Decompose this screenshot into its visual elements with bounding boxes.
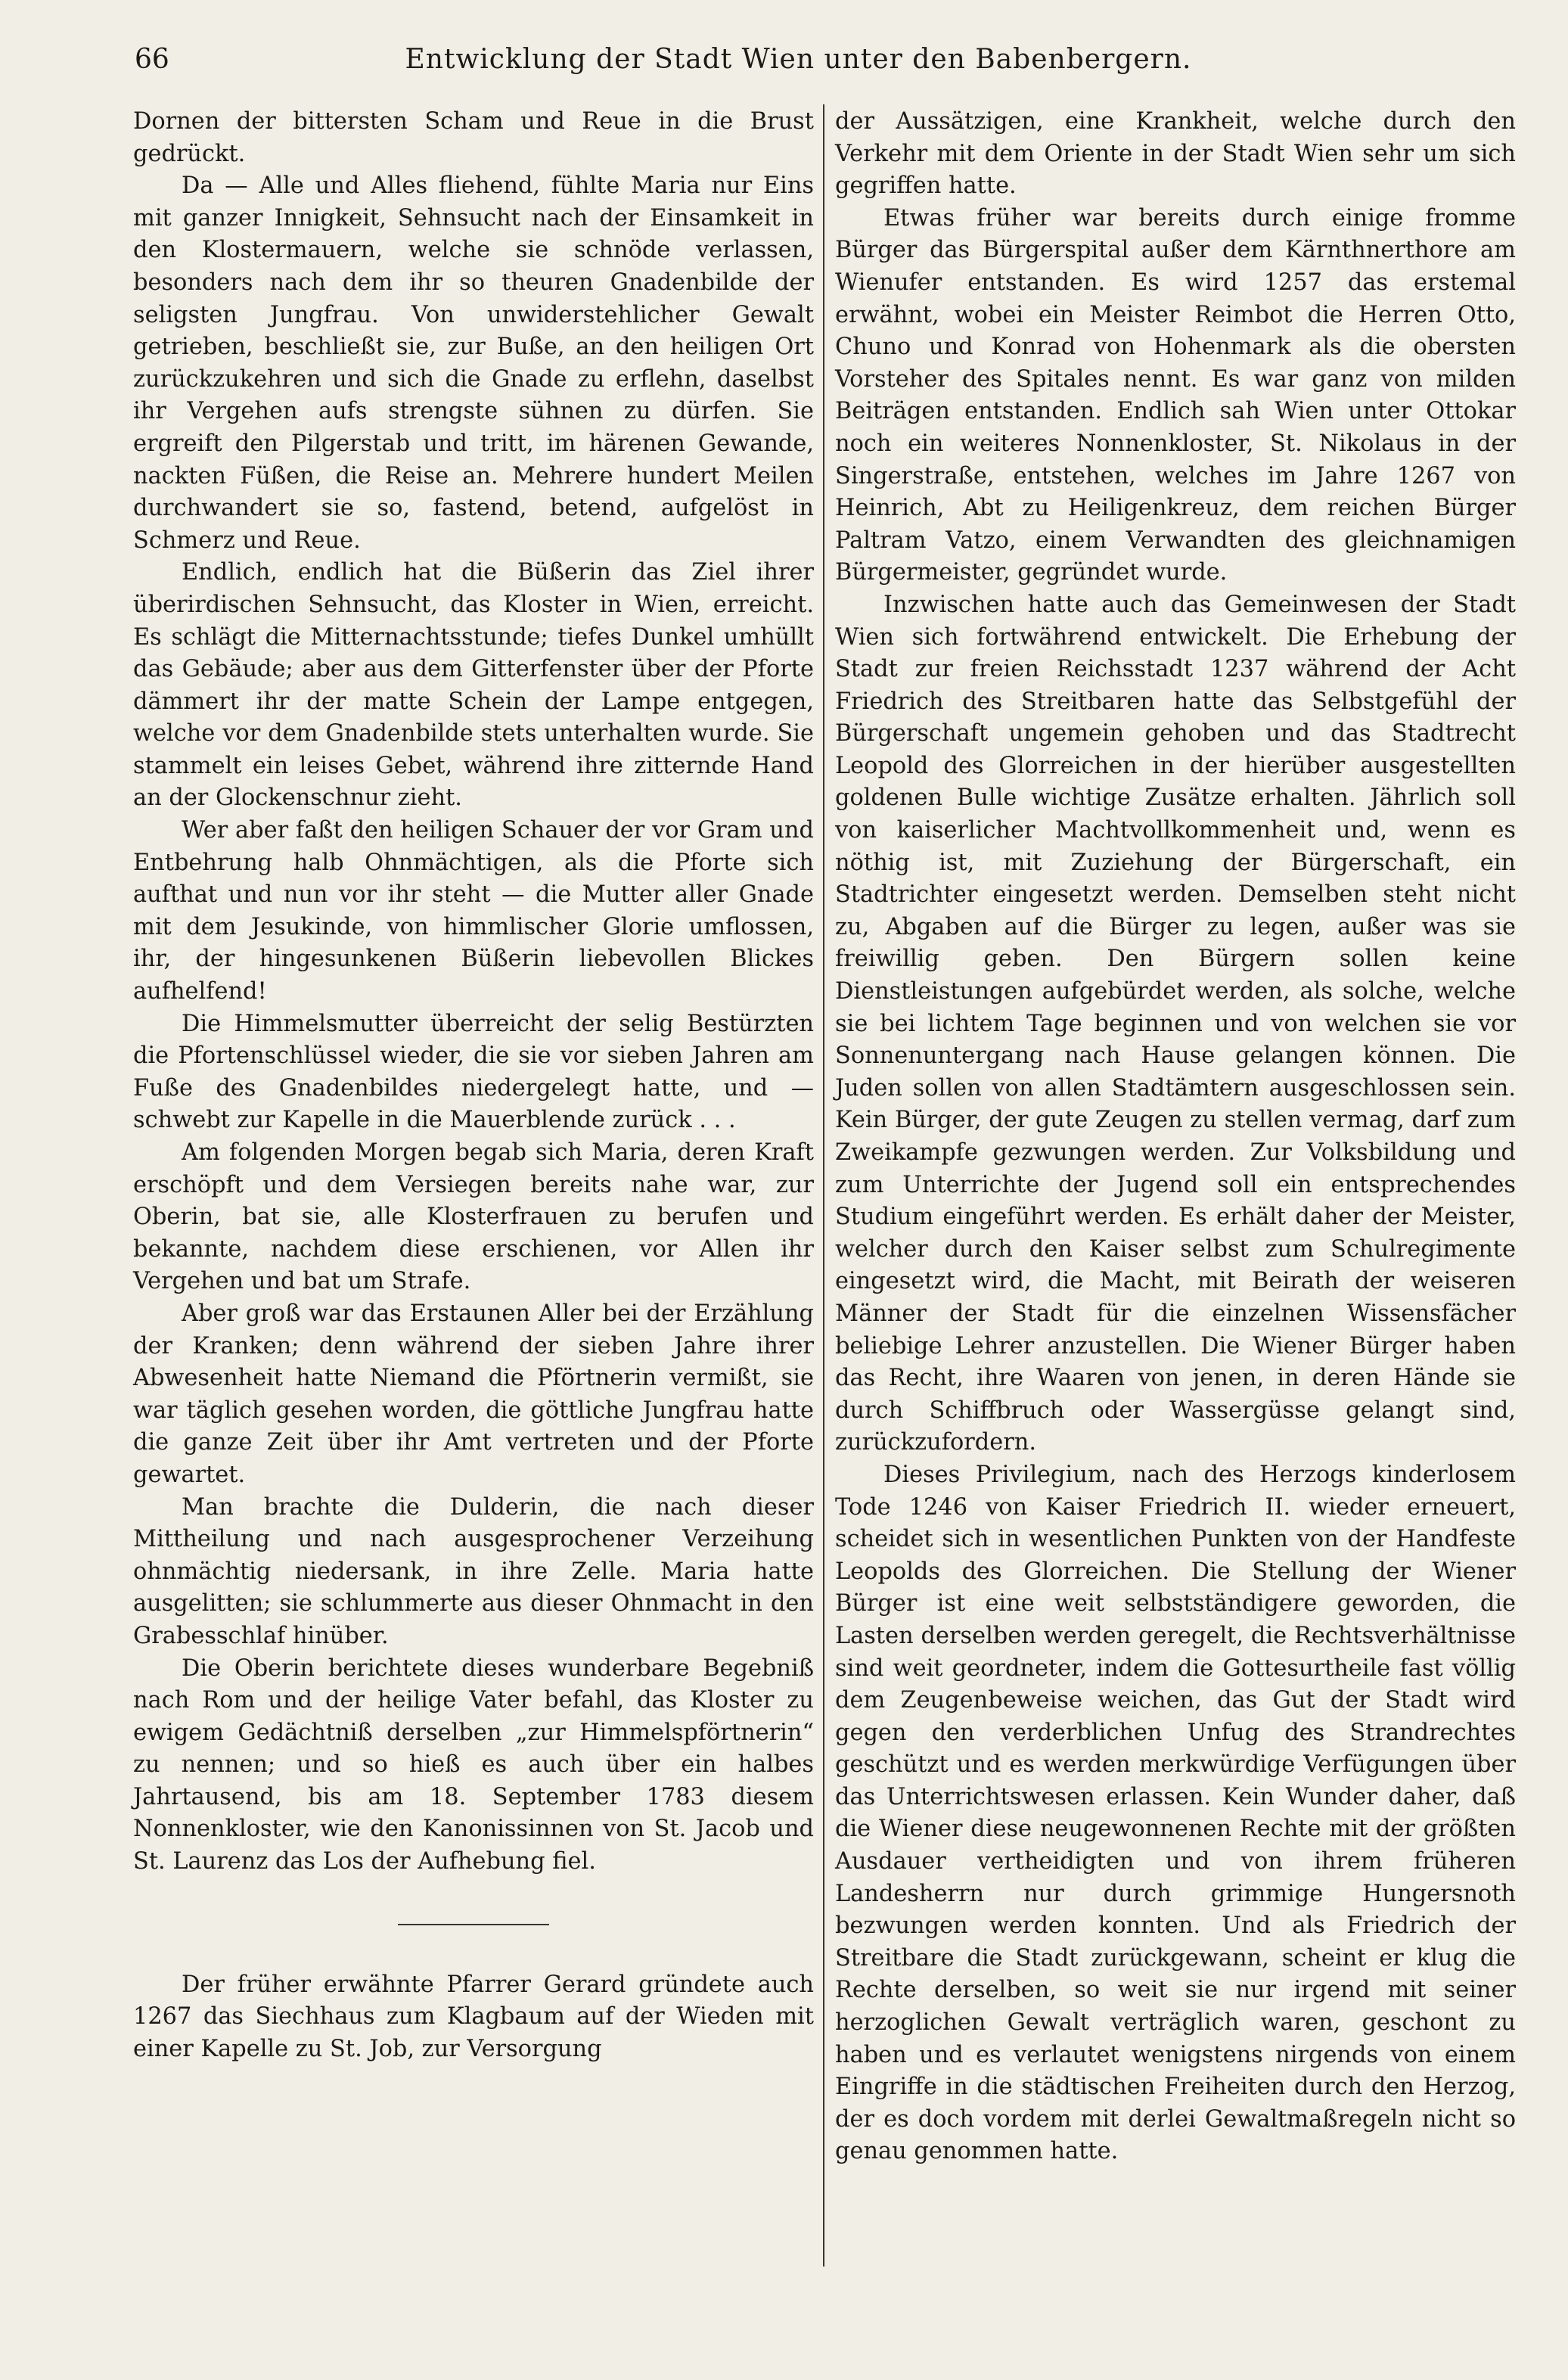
left-column xyxy=(133,106,814,2065)
left-paragraph-2: Da — Alle und Alles fliehend, fühlte Maria nur Eins mit ganzer Innigkeit, Sehnsucht nach der Einsamkeit in den Klostermauern, welche sie schnöde verlassen, besonders nach dem ihr so theuren Gnadenbilde der seligsten Jungfrau. Von unwiderstehlicher Gewalt getrieben, beschließt sie, zur Buße, an den heiligen Ort zurückzukehren und sich die Gnade zu erflehn, daselbst ihr Vergehen aufs strengste sühnen zu dürfen. Sie ergreift den Pilgerstab und tritt, im härenen Gewande, nackten Füßen, die Reise an. Mehrere hundert Meilen durchwandert sie so, fastend, betend, aufgelöst in Schmerz und Reue. xyxy=(133,172,814,554)
column-divider xyxy=(823,104,824,2267)
left-paragraph-5: Die Himmelsmutter überreicht der selig Bestürzten die Pfortenschlüssel wieder, die sie vor sieben Jahren am Fuße des Gnadenbildes niedergelegt hatte, und — schwebt zur Kapelle in die Mauerblende zurück . . . xyxy=(133,1010,814,1134)
left-paragraph-7: Aber groß war das Erstaunen Aller bei der Erzählung der Kranken; denn während der sieben Jahre ihrer Abwesenheit hatte Niemand die Pförtnerin vermißt, sie war täglich gesehen worden, die göttliche Jungfrau hatte die ganze Zeit über ihr Amt vertreten und der Pforte gewartet. xyxy=(133,1300,814,1488)
left-paragraph-8: Man brachte die Dulderin, die nach dieser Mittheilung und nach ausgesprochener Verzeihung ohnmächtig niedersank, in ihre Zelle. Maria hatte ausgelitten; sie schlummerte aus dieser Ohnmacht in den Grabesschlaf hinüber. xyxy=(133,1493,814,1649)
right-paragraph-3: Inzwischen hatte auch das Gemeinwesen der Stadt Wien sich fortwährend entwickelt. Die Erhebung der Stadt zur freien Reichsstadt 1237 während der Acht Friedrich des Streitbaren hatte das Selbstgefühl der Bürgerschaft ungemein gehoben und das Stadtrecht Leopold des Glorreichen in der hierüber ausgestellten goldenen Bulle wichtige Zusätze erhalten. Jährlich soll von kaiserlicher Machtvollkommenheit und, wenn es nöthig ist, mit Zuziehung der Bürgerschaft, ein Stadtrichter eingesetzt werden. Demselben steht nicht zu, Abgaben auf die Bürger zu legen, außer was sie freiwillig geben. Den Bürgern sollen keine Dienstleistungen aufgebürdet werden, als solche, welche sie bei lichtem Tage beginnen und von welchen sie vor Sonnenuntergang nach Hause gelangen können. Die Juden sollen von allen Stadtämtern ausgeschlossen sein. Kein Bürger, der gute Zeugen zu stellen vermag, darf zum Zweikampfe gezwungen werden. Zur Volksbildung und zum Unterrichte der Jugend soll ein entsprechendes Studium eingeführt werden. Es erhält daher der Meister, welcher durch den Kaiser selbst zum Schulregimente eingesetzt wird, die Macht, mit Beirath der weiseren Männer der Stadt für die einzelnen Wissensfächer beliebige Lehrer anzustellen. Die Wiener Bürger haben das Recht, ihre Waaren von jenen, in deren Hände sie durch Schiffbruch oder Wassergüsse gelangt sind, zurückzufordern. xyxy=(835,591,1516,1456)
page-number: 66 xyxy=(135,44,169,75)
running-title: Entwicklung der Stadt Wien unter den Babenbergern. xyxy=(405,44,1192,75)
page-header xyxy=(135,44,1462,89)
left-paragraph-6: Am folgenden Morgen begab sich Maria, deren Kraft erschöpft und dem Versiegen bereits nahe war, zur Oberin, bat sie, alle Klosterfrauen zu berufen und bekannte, nachdem diese erschienen, vor Allen ihr Vergehen und bat um Strafe. xyxy=(133,1139,814,1295)
section-separator xyxy=(398,1924,549,1925)
left-paragraph-3: Endlich, endlich hat die Büßerin das Ziel ihrer überirdischen Sehnsucht, das Kloster in Wien, erreicht. Es schlägt die Mitternachtsstunde; tiefes Dunkel umhüllt das Gebäude; aber aus dem Gitterfenster über der Pforte dämmert ihr der matte Schein der Lampe entgegen, welche vor dem Gnadenbilde stets unterhalten wurde. Sie stammelt ein leises Gebet, während ihre zitternde Hand an der Glockenschnur zieht. xyxy=(133,559,814,812)
left-paragraph-4: Wer aber faßt den heiligen Schauer der vor Gram und Entbehrung halb Ohnmächtigen, als die Pforte sich aufthat und nun vor ihr steht — die Mutter aller Gnade mit dem Jesukinde, von himmlischer Glorie umflossen, ihr, der hingesunkenen Büßerin liebevollen Blickes aufhelfend! xyxy=(133,817,814,1005)
left-paragraph-10: Der früher erwähnte Pfarrer Gerard gründete auch 1267 das Siechhaus zum Klagbaum auf der Wieden mit einer Kapelle zu St. Job, zur Versorgung xyxy=(133,1971,814,2062)
left-paragraph-1: Dornen der bittersten Scham und Reue in die Brust gedrückt. xyxy=(133,108,814,167)
right-paragraph-4: Dieses Privilegium, nach des Herzogs kinderlosem Tode 1246 von Kaiser Friedrich II. wieder erneuert, scheidet sich in wesentlichen Punkten von der Handfeste Leopolds des Glorreichen. Die Stellung der Wiener Bürger ist eine weit selbstständigere geworden, die Lasten derselben werden geregelt, die Rechtsverhältnisse sind weit geordneter, indem die Gottesurtheile fast völlig dem Zeugenbeweise weichen, das Gut der Stadt wird gegen den verderblichen Unfug des Strandrechtes geschützt und es werden merkwürdige Verfügungen über das Unterrichtswesen erlassen. Kein Wunder daher, daß die Wiener diese neugewonnenen Rechte mit der größten Ausdauer vertheidigten und von ihrem früheren Landesherrn nur durch grimmige Hungersnoth bezwungen werden konnten. Und als Friedrich der Streitbare die Stadt zurückgewann, scheint er klug die Rechte derselben, so weit sie nur irgend mit seiner herzoglichen Gewalt verträglich waren, geschont zu haben und es verlautet wenigstens nirgends von einem Eingriffe in die städtischen Freiheiten durch den Herzog, der es doch vordem mit derlei Gewaltmaßregeln nicht so genau genommen hatte. xyxy=(835,1461,1516,2165)
right-column xyxy=(835,106,1516,2168)
right-paragraph-2: Etwas früher war bereits durch einige fromme Bürger das Bürgerspital außer dem Kärnthnerthore am Wienufer entstanden. Es wird 1257 das erstemal erwähnt, wobei ein Meister Reimbot die Herren Otto, Chuno und Konrad von Hohenmark als die obersten Vorsteher des Spitales nennt. Es war ganz von milden Beiträgen entstanden. Endlich sah Wien unter Ottokar noch ein weiteres Nonnenkloster, St. Nikolaus in der Singerstraße, entstehen, welches im Jahre 1267 von Heinrich, Abt zu Heiligenkreuz, dem reichen Bürger Paltram Vatzo, einem Verwandten des gleichnamigen Bürgermeister, gegründet wurde. xyxy=(835,204,1516,586)
right-paragraph-1: der Aussätzigen, eine Krankheit, welche durch den Verkehr mit dem Oriente in der Stadt Wien sehr um sich gegriffen hatte. xyxy=(835,108,1516,200)
left-paragraph-9: Die Oberin berichtete dieses wunderbare Begebniß nach Rom und der heilige Vater befahl, das Kloster zu ewigem Gedächtniß derselben „zur Himmelspförtnerin“ zu nennen; und so hieß es auch über ein halbes Jahrtausend, bis am 18. September 1783 diesem Nonnenkloster, wie den Kanonissinnen von St. Jacob und St. Laurenz das Los der Aufhebung fiel. xyxy=(133,1655,814,1875)
